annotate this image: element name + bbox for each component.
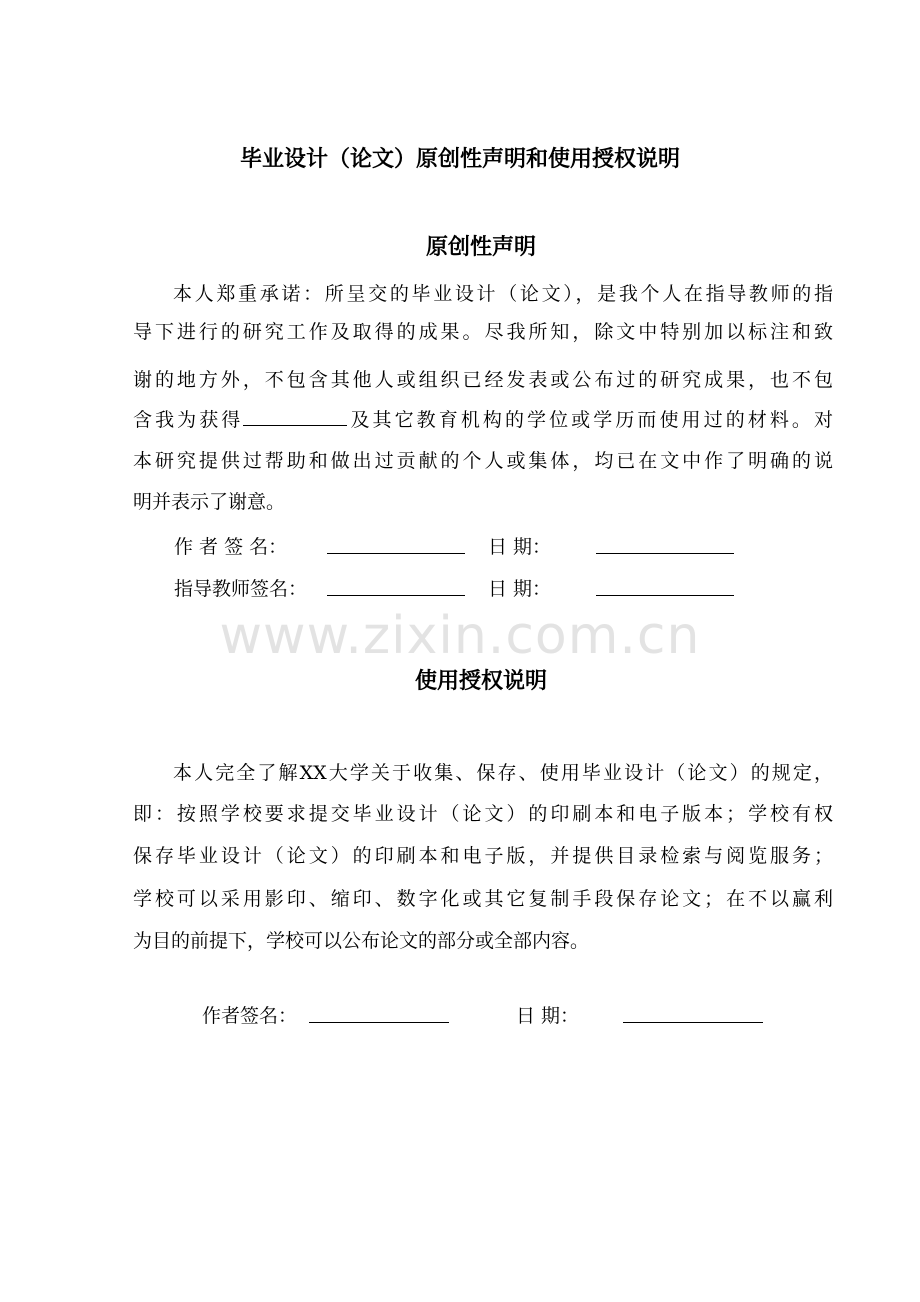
authorization-date-label: 日 期： [516, 1005, 580, 1027]
originality-heading: 原创性声明 [425, 235, 536, 260]
date-label-2: 日 期： [488, 578, 552, 600]
advisor-sign-field[interactable] [327, 595, 465, 596]
author-sign-field[interactable] [327, 553, 465, 554]
document-title: 毕业设计（论文）原创性声明和使用授权说明 [239, 147, 680, 172]
authorization-line-2: 即：按照学校要求提交毕业设计（论文）的印刷本和电子版本；学校有权 [133, 803, 833, 825]
watermark: www.zixin.com.cn [219, 606, 701, 666]
date-label-1: 日 期： [488, 536, 552, 558]
advisor-sign-label: 指导教师签名： [174, 578, 308, 600]
authorization-heading: 使用授权说明 [414, 669, 547, 694]
originality-line-6: 明并表示了谢意。 [133, 491, 286, 513]
date-field-2[interactable] [596, 595, 734, 596]
authorization-line-4: 学校可以采用影印、缩印、数字化或其它复制手段保存论文；在不以赢利 [133, 888, 833, 910]
authorization-author-sign-label: 作者签名： [202, 1005, 298, 1027]
authorization-line-3: 保存毕业设计（论文）的印刷本和电子版，并提供目录检索与阅览服务； [133, 845, 833, 867]
authorization-line-1: 本人完全了解XX大学关于收集、保存、使用毕业设计（论文）的规定， [173, 762, 833, 784]
originality-line-3: 谢的地方外，不包含其他人或组织已经发表或公布过的研究成果，也不包 [133, 369, 833, 391]
line4-before-blank: 含我为获得 [133, 409, 244, 431]
author-sign-label: 作 者 签 名： [174, 536, 288, 558]
originality-line-4 [133, 405, 833, 432]
originality-line-5: 本研究提供过帮助和做出过贡献的个人或集体，均已在文中作了明确的说 [133, 450, 833, 472]
authorization-date-field[interactable] [623, 1022, 763, 1023]
originality-line-1: 本人郑重承诺：所呈交的毕业设计（论文），是我个人在指导教师的指 [173, 283, 833, 305]
originality-line-2: 导下进行的研究工作及取得的成果。尽我所知，除文中特别加以标注和致 [133, 321, 833, 343]
degree-blank[interactable] [243, 407, 347, 426]
authorization-line-5: 为目的前提下，学校可以公布论文的部分或全部内容。 [133, 930, 590, 952]
authorization-author-sign-field[interactable] [309, 1022, 449, 1023]
date-field-1[interactable] [596, 553, 734, 554]
line4-after-blank: 及其它教育机构的学位或学历而使用过的材料。对 [347, 409, 833, 431]
